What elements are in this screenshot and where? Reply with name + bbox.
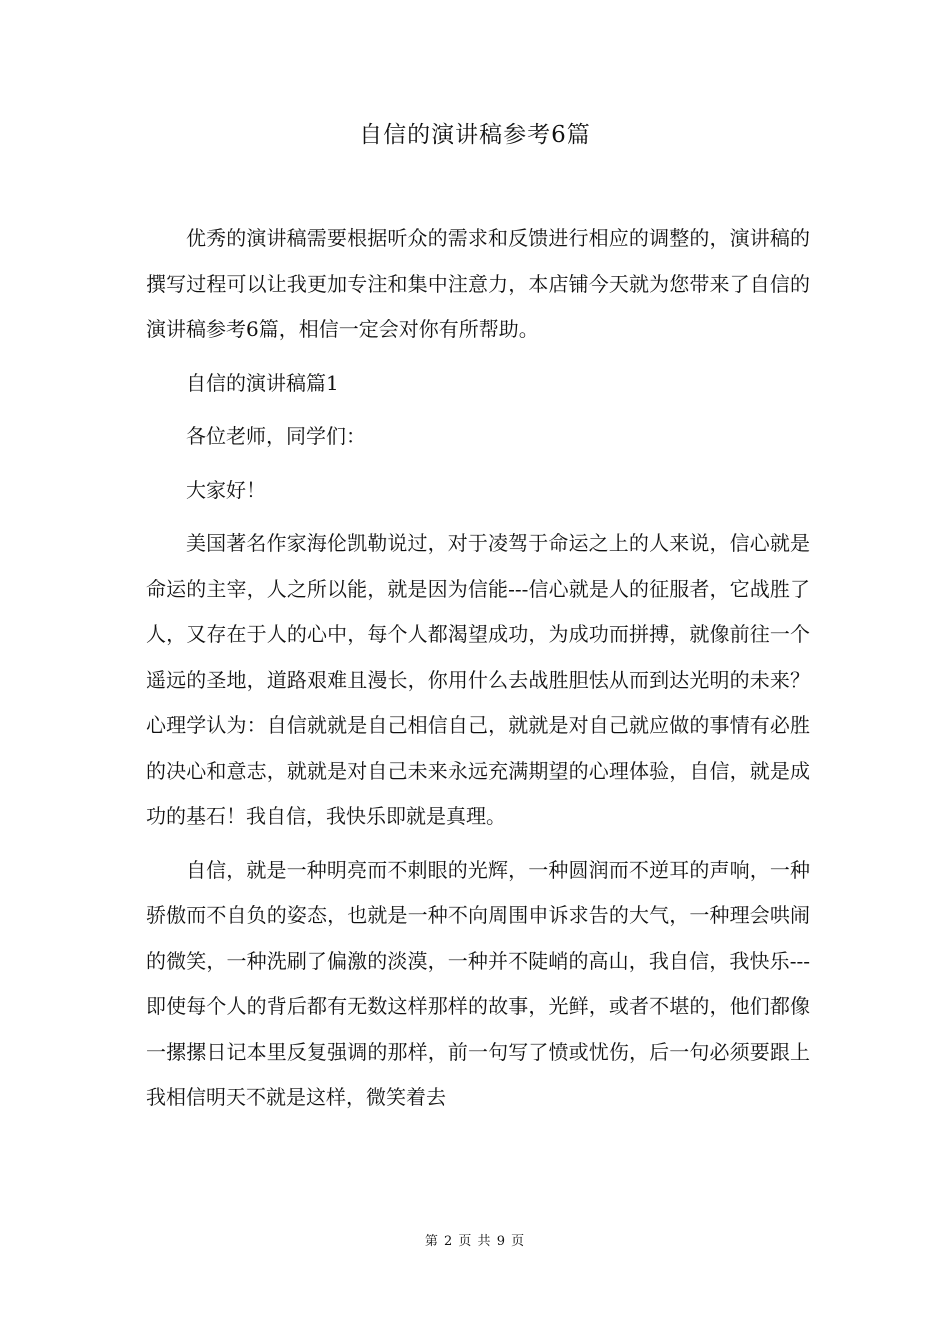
greeting: 大家好！ (186, 477, 266, 502)
salutation: 各位老师，同学们： (186, 424, 366, 448)
document-title: 自信的演讲稿参考6篇 (359, 122, 591, 148)
intro-paragraph: 优秀的演讲稿需要根据听众的需求和反馈进行相应的调整的，演讲稿的撰写过程可以让我更加专注和集中注意力，本店铺今天就为您带来了自信的演讲稿参考6篇，相信一定会对你有所帮助。 (146, 226, 810, 341)
document-body (146, 216, 810, 1129)
body-paragraph: 美国著名作家海伦凯勒说过，对于凌驾于命运之上的人来说，信心就是命运的主宰，人之所以能，就是因为信能---信心就是人的征服者，它战胜了人，又存在于人的心中，每个人都渴望成功，为成功而拼搏，就像前往一个遥远的圣地，道路艰难且漫长，你用什么去战胜胆怯从而到达光明的未来？心理学认为：自信就就是自己相信自己，就就是对自己就应做的事情有必胜的决心和意志，就就是对自己未来永远充满期望的心理体验，自信，就是成功的基石！我自信，我快乐即就是真理。 (146, 531, 810, 828)
body-paragraph: 自信，就是一种明亮而不刺眼的光辉，一种圆润而不逆耳的声响，一种骄傲而不自负的姿态，也就是一种不向周围申诉求告的大气，一种理会哄闹的微笑，一种洗刷了偏激的淡漠，一种并不陡峭的高山，我自信，我快乐---即使每个人的背后都有无数这样那样的故事，光鲜，或者不堪的，他们都像一摞摞日记本里反复强调的那样，前一句写了愤或忧伤，后一句必须要跟上我相信明天不就是这样，微笑着去 (146, 857, 810, 1109)
section-heading: 自信的演讲稿篇1 (186, 370, 339, 395)
page-number-footer: 第 2 页 共 9 页 (424, 1234, 526, 1249)
